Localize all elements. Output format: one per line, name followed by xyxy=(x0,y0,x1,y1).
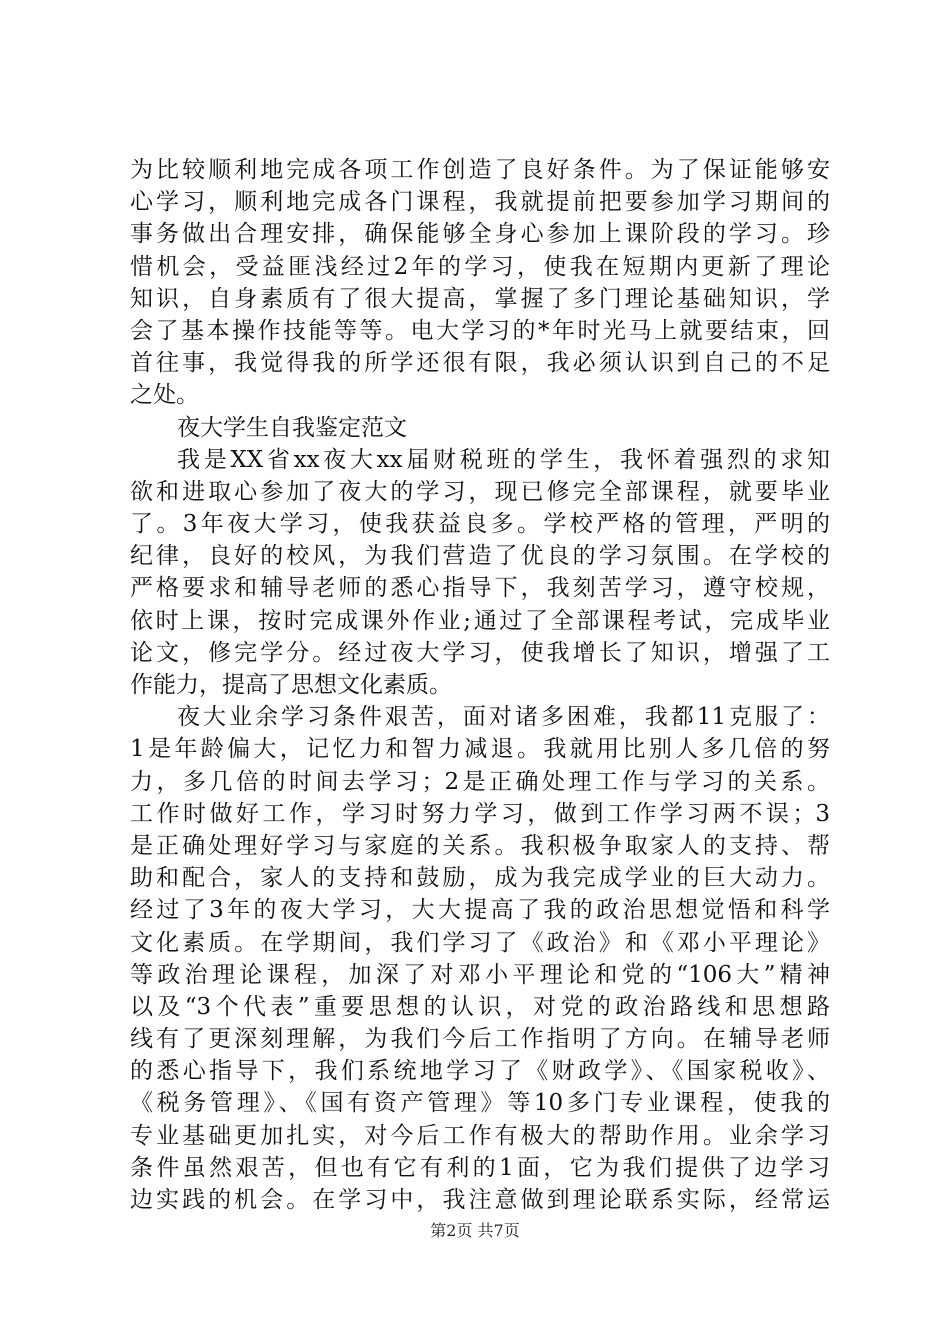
text-line: 事务做出合理安排，确保能够全身心参加上课阶段的学习。珍 xyxy=(130,221,830,248)
text-line: 等政治理论课程，加深了对邓小平理论和党的“106大”精神 xyxy=(130,961,830,988)
text-line: 力，多几倍的时间去学习；2是正确处理工作与学习的关系。 xyxy=(130,768,830,795)
text-line: 条件虽然艰苦，但也有它有利的1面，它为我们提供了边学习 xyxy=(130,1154,830,1181)
text-line: 之处。 xyxy=(130,382,199,409)
page-footer xyxy=(0,1218,950,1241)
paragraph-intro-continued xyxy=(130,154,830,412)
text-line: 经过了3年的夜大学习，大大提高了我的政治思想觉悟和科学 xyxy=(130,897,830,924)
text-line: 严格要求和辅导老师的悉心指导下，我刻苦学习，遵守校规， xyxy=(130,575,830,602)
section-title-text: 夜大学生自我鉴定范文 xyxy=(177,414,407,441)
text-line: 欲和进取心参加了夜大的学习，现已修完全部课程，就要毕业 xyxy=(130,478,830,505)
text-line: 工作时做好工作，学习时努力学习，做到工作学习两不误；3 xyxy=(130,800,830,827)
text-line: 文化素质。在学期间，我们学习了《政治》和《邓小平理论》 xyxy=(130,929,830,956)
document-body xyxy=(130,154,830,1216)
text-line: 依时上课，按时完成课外作业;通过了全部课程考试，完成毕业 xyxy=(130,607,830,634)
text-line: 专业基础更加扎实，对今后工作有极大的帮助作用。业余学习 xyxy=(130,1122,830,1149)
text-line: 纪律，良好的校风，为我们营造了优良的学习氛围。在学校的 xyxy=(130,543,830,570)
text-line: 了。3年夜大学习，使我获益良多。学校严格的管理，严明的 xyxy=(130,511,830,538)
text-line: 是正确处理好学习与家庭的关系。我积极争取家人的支持、帮 xyxy=(130,832,830,859)
text-line: 的悉心指导下，我们系统地学习了《财政学》、《国家税收》、 xyxy=(130,1058,830,1085)
text-line: 为比较顺利地完成各项工作创造了良好条件。为了保证能够安 xyxy=(130,157,830,183)
text-line: 线有了更深刻理解，为我们今后工作指明了方向。在辅导老师 xyxy=(130,1026,830,1053)
paragraph-2 xyxy=(130,701,830,1216)
section-title xyxy=(130,412,830,444)
paragraph-1 xyxy=(130,444,830,702)
text-line: 边实践的机会。在学习中，我注意做到理论联系实际，经常运 xyxy=(130,1187,830,1213)
text-line: 我是XX省xx夜大xx届财税班的学生，我怀着强烈的求知 xyxy=(177,446,830,473)
text-line: 夜大业余学习条件艰苦，面对诸多困难，我都11克服了： xyxy=(177,704,830,731)
text-line: 以及“3个代表”重要思想的认识，对党的政治路线和思想路 xyxy=(130,993,830,1020)
text-line: 论文，修完学分。经过夜大学习，使我增长了知识，增强了工 xyxy=(130,639,830,666)
text-line: 惜机会，受益匪浅经过2年的学习，使我在短期内更新了理论 xyxy=(130,253,830,280)
text-line: 助和配合，家人的支持和鼓励，成为我完成学业的巨大动力。 xyxy=(130,865,830,892)
text-line: 知识，自身素质有了很大提高，掌握了多门理论基础知识，学 xyxy=(130,285,830,312)
text-line: 1是年龄偏大，记忆力和智力减退。我就用比别人多几倍的努 xyxy=(130,736,830,763)
text-line: 作能力，提高了思想文化素质。 xyxy=(130,672,452,698)
page-number-label: 第2页 共7页 xyxy=(430,1221,520,1240)
text-line: 《税务管理》、《国有资产管理》等10多门专业课程，使我的 xyxy=(130,1090,830,1117)
text-line: 首往事，我觉得我的所学还很有限，我必须认识到自己的不足 xyxy=(130,350,830,377)
text-line: 心学习，顺利地完成各门课程，我就提前把要参加学习期间的 xyxy=(130,189,830,216)
text-line: 会了基本操作技能等等。电大学习的*年时光马上就要结束，回 xyxy=(130,317,830,344)
